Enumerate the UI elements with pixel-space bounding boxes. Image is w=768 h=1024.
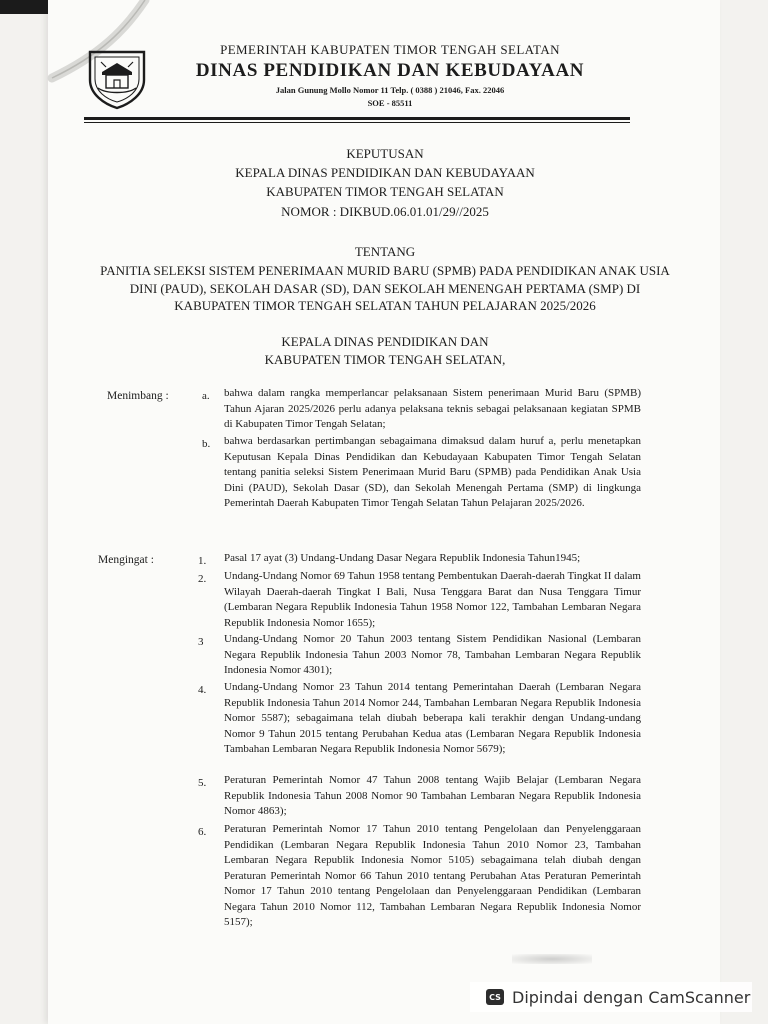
about-line1: PANITIA SELEKSI SISTEM PENERIMAAN MURID BARU (SPMB) PADA PENDIDIKAN ANAK USIA <box>100 263 670 278</box>
regency-emblem-icon <box>84 44 150 110</box>
letterhead-government: PEMERINTAH KABUPATEN TIMOR TENGAH SELATAN <box>220 42 560 57</box>
about-line3: KABUPATEN TIMOR TENGAH SELATAN TAHUN PELAJARAN 2025/2026 <box>174 298 596 313</box>
mengingat-item-3: Undang-Undang Nomor 20 Tahun 2003 tentang Sistem Pendidikan Nasional (Lembaran Negara Republik Indonesia Tahun 2003 Nomor 78, Tambahan Lembaran Negara Republik Indonesia Nomor 4301); <box>224 633 641 676</box>
mengingat-item-4: Undang-Undang Nomor 23 Tahun 2014 tentang Pemerintahan Daerah (Lembaran Negara Republik Indonesia Tahun 2014 Nomor 244, Tambahan Lembaran Negara Republik Indonesia Nomor 5587); sebagaimana telah diubah beberapa kali terakhir dengan Undang-undang Nomor 9 Tahun 2015 tentang Perubahan Kedua atas (Lembaran Negara Republik Indonesia Tambahan Lembaran Negara Republik Indonesia Nomor 5679); <box>224 681 641 755</box>
authority-line1: KEPALA DINAS PENDIDIKAN DAN <box>281 334 489 349</box>
decree-issuer-line2: KABUPATEN TIMOR TENGAH SELATAN <box>266 184 504 199</box>
mengingat-marker-3: 3 <box>198 636 204 648</box>
camscanner-logo-icon: CS <box>486 989 504 1005</box>
mengingat-marker-5: 5. <box>198 777 207 789</box>
camscanner-watermark <box>470 982 752 1012</box>
decree-issuer-line1: KEPALA DINAS PENDIDIKAN DAN KEBUDAYAAN <box>235 165 535 180</box>
menimbang-marker-b: b. <box>202 438 211 450</box>
about-heading: TENTANG <box>354 244 416 259</box>
menimbang-label: Menimbang : <box>107 390 169 402</box>
mengingat-marker-1: 1. <box>198 555 207 567</box>
mengingat-marker-6: 6. <box>198 826 207 838</box>
menimbang-item-b: bahwa berdasarkan pertimbangan sebagaimana dimaksud dalam huruf a, perlu menetapkan Keputusan Kepala Dinas Pendidikan dan Kebudayaan Kabupaten Timor Tengah Selatan tentang panitia seleksi Sistem Penerimaan Murid Baru (SPMB) pada Pendidikan Anak Usia Dini (PAUD), Sekolah Dasar (SD), dan Sekolah Menengah Pertama (SMP) di lingkunga Pemerintah Daerah Kabupaten Timor Tengah Selatan Tahun Pelajaran 2025/2026. <box>224 435 641 509</box>
mengingat-item-2: Undang-Undang Nomor 69 Tahun 1958 tentang Pembentukan Daerah-daerah Tingkat II dalam Wilayah Daerah-daerah Tingkat I Bali, Nusa Tenggara Barat dan Nusa Tenggara Timur (Lembaran Negara Republik Indonesia Tahun 1958 Nomor 122, Tambahan Lembaran Negara Republik Indonesia Nomor 1655); <box>224 570 641 629</box>
mengingat-item-1: Pasal 17 ayat (3) Undang-Undang Dasar Negara Republik Indonesia Tahun1945; <box>224 552 581 564</box>
letterhead-rule-thick <box>84 117 630 120</box>
letterhead-city: SOE - 85511 <box>367 98 413 108</box>
mengingat-item-6: Peraturan Pemerintah Nomor 17 Tahun 2010 tentang Pengelolaan dan Penyelenggaraan Pendidikan (Lembaran Negara Republik Indonesia Tahun 2010 Nomor 23, Tambahan Lembaran Negara Republik Indonesia Nomor 5105) sebagaimana telah diubah dengan Peraturan Pemerintah Nomor 66 Tahun 2010 tentang Perubahan Atas Peraturan Pemerintah Nomor 17 Tahun 2010 tentang Pengelolaan dan Penyelenggaraan Pendidikan (Lembaran Negara Tahun 2010 Nomor 112, Tambahan Lembaran Negara Republik Indonesia Nomor 5157); <box>224 823 641 928</box>
authority-line2: KABUPATEN TIMOR TENGAH SELATAN, <box>264 352 506 367</box>
mengingat-marker-4: 4. <box>198 684 207 696</box>
mengingat-item-5: Peraturan Pemerintah Nomor 47 Tahun 2008 tentang Wajib Belajar (Lembaran Negara Republik Indonesia Tahun 2008 Nomor 90 Tambahan Lembaran Negara Republik Indonesia Nomor 4863); <box>224 774 641 817</box>
decree-heading: KEPUTUSAN <box>346 146 424 161</box>
about-line2: DINI (PAUD), SEKOLAH DASAR (SD), DAN SEKOLAH MENENGAH PERTAMA (SMP) DI <box>129 281 641 296</box>
mengingat-marker-2: 2. <box>198 573 207 585</box>
menimbang-item-a: bahwa dalam rangka memperlancar pelaksanaan Sistem penerimaan Murid Baru (SPMB) Tahun Ajaran 2025/2026 perlu adanya pelaksana teknis sebagai pelaksanaan kegiatan SPMB di Kabupaten Timor Tengah Selatan; <box>224 387 641 430</box>
camscanner-watermark-text: Dipindai dengan CamScanner <box>512 987 751 1007</box>
letterhead-address: Jalan Gunung Mollo Nomor 11 Telp. ( 0388 ) 21046, Fax. 22046 <box>275 85 505 95</box>
mengingat-label: Mengingat : <box>98 554 154 566</box>
menimbang-marker-a: a. <box>202 390 210 402</box>
letterhead-rule-thin <box>84 122 630 123</box>
decree-number: NOMOR : DIKBUD.06.01.01/29//2025 <box>281 204 489 219</box>
letterhead-agency: DINAS PENDIDIKAN DAN KEBUDAYAAN <box>195 60 585 81</box>
scan-smudge <box>512 954 592 964</box>
